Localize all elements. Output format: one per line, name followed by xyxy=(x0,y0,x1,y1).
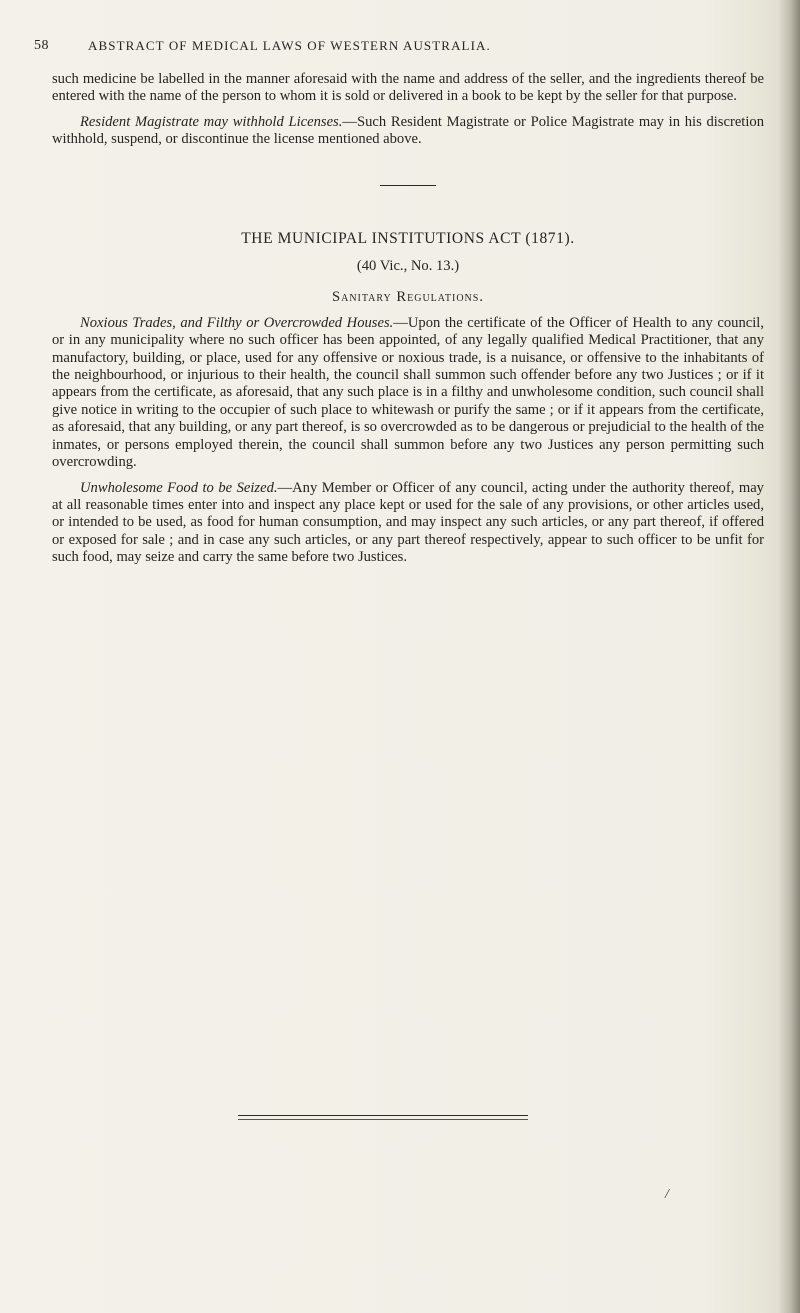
resident-magistrate-paragraph xyxy=(52,114,764,149)
noxious-trades-heading: Noxious Trades, and Filthy or Overcrowded Houses. xyxy=(80,314,394,331)
stray-ink-mark: / xyxy=(665,1187,669,1202)
act-title: THE MUNICIPAL INSTITUTIONS ACT (1871). xyxy=(241,229,575,247)
page-edge-shadow xyxy=(778,0,800,1313)
resident-magistrate-text: —Such Resident Magistrate or Police Magistrate may in his discretion withhold, suspend, or discontinue the license mentioned above. xyxy=(52,113,764,148)
unwholesome-food-heading: Unwholesome Food to be Seized. xyxy=(80,479,278,496)
running-head: ABSTRACT OF MEDICAL LAWS OF WESTERN AUSTRALIA. xyxy=(88,38,491,53)
bottom-rule xyxy=(238,1115,528,1116)
unwholesome-food-paragraph xyxy=(52,480,764,567)
unwholesome-food-text: —Any Member or Officer of any council, acting under the authority thereof, may at all reasonable times enter into and inspect any place kept or used for the sale of any provisions, or other articles used, or intended to be used, as food for human consumption, and may inspect any such articles, or any part thereof, if offered or exposed for sale ; and in case any such articles, or any part thereof respectively, appear to such officer to be unfit for such food, may seize and carry the same before two Justices. xyxy=(52,479,764,566)
noxious-trades-paragraph xyxy=(52,315,764,472)
page-body xyxy=(52,71,764,567)
resident-magistrate-heading: Resident Magistrate may withhold Licenses. xyxy=(80,113,343,130)
continuation-paragraph: such medicine be labelled in the manner aforesaid with the name and address of the seller, and the ingredients thereof be entered with the name of the person to whom it is sold or delivered in a book to be kept by the seller for that purpose. xyxy=(52,71,764,105)
section-heading: Sanitary Regulations. xyxy=(331,289,484,306)
page-header xyxy=(34,38,764,60)
bottom-rule-thin xyxy=(238,1119,528,1120)
act-reference-text: (40 Vic., No. 13.) xyxy=(356,258,460,275)
act-reference xyxy=(52,258,764,275)
noxious-trades-text: —Upon the certificate of the Officer of Health to any council, or in any municipality where no such officer has been appointed, of any legally qualified Medical Practitioner, that any manufactory, building, or place, used for any offensive or noxious trade, is a nuisance, or offensive to the inhabitants of the neighbourhood, or injurious to their health, the council shall summon such offender before any two Justices ; or if it appears from the certificate, as aforesaid, that any such place is in a filthy and unwholesome condition, such council shall give notice in writing to the occupier of such place to whitewash or purify the same ; or if it appears from the certificate, as aforesaid, that any building, or any part thereof, is so overcrowded as to be dangerous or prejudicial to the health of the inmates, or persons employed therein, the council shall summon before any two Justices any person permitting such overcrowding. xyxy=(52,314,764,471)
page-number: 58 xyxy=(34,38,49,53)
section-divider xyxy=(380,185,436,186)
